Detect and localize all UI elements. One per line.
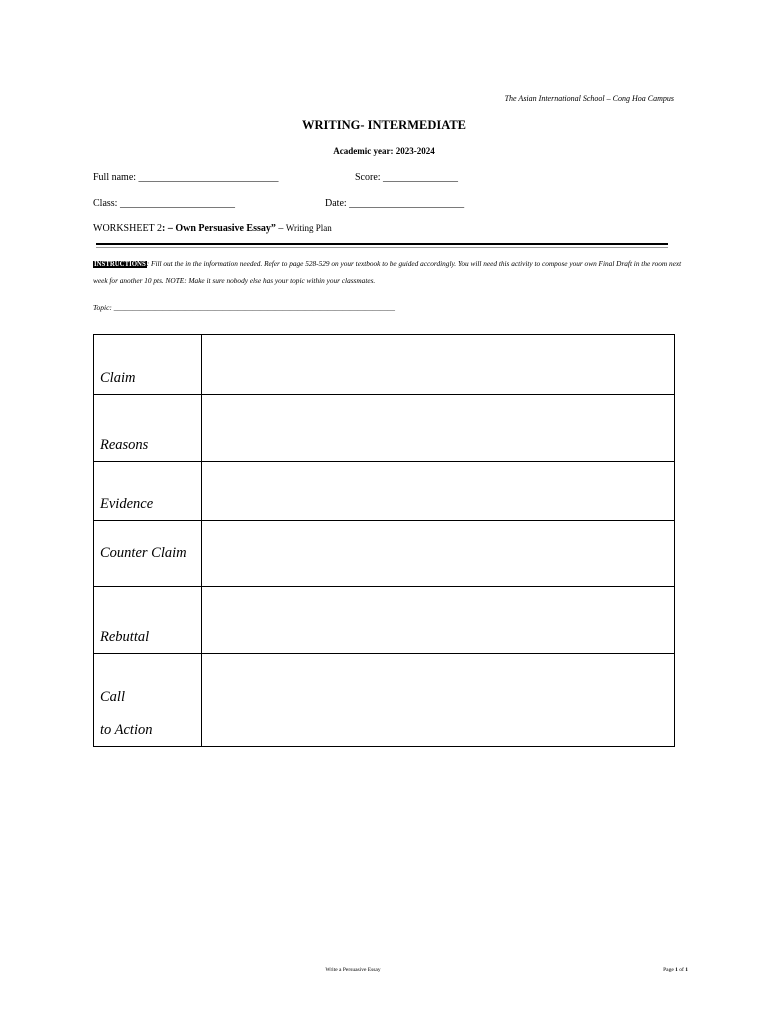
row-label-reasons: Reasons: [94, 395, 202, 462]
row-label-counter-claim: Counter Claim: [94, 521, 202, 587]
row-label-claim: Claim: [94, 335, 202, 395]
instructions-text: : Fill out the in the information needed. Refer to page 528-529 on your textbook to be guided accordingly. You will need this activity to compose your own Final Draft in the room next week for another 10 pts. NOTE: Make it sure nobody else has your topic within your classmates.: [93, 259, 682, 285]
worksheet-number: WORKSHEET 2: [93, 223, 162, 234]
call-label-line2: to Action: [100, 722, 153, 738]
page-current: 1: [675, 967, 678, 973]
class-field: Class: _______________________: [93, 198, 235, 209]
table-row: [94, 335, 675, 395]
row-label-call-to-action: [94, 654, 202, 747]
table-row: [94, 654, 675, 747]
instructions-tag: INSTRUCTIONS: [94, 261, 146, 268]
divider-thin: [96, 247, 668, 248]
table-row: [94, 587, 675, 654]
writing-plan-table: [93, 334, 675, 747]
page-prefix: Page: [663, 967, 676, 973]
row-entry-claim[interactable]: [202, 335, 675, 395]
table-row: [94, 395, 675, 462]
worksheet-colon: :: [161, 223, 166, 234]
divider-thick: [96, 243, 668, 245]
page-of: of: [677, 967, 686, 973]
row-label-rebuttal: Rebuttal: [94, 587, 202, 654]
academic-year: Academic year: 2023-2024: [333, 146, 435, 156]
school-name: The Asian International School – Cong Hoa Campus: [504, 94, 674, 103]
table-row: [94, 521, 675, 587]
worksheet-heading: [93, 223, 332, 234]
full-name-field: Full name: ____________________________: [93, 172, 279, 183]
row-entry-evidence[interactable]: [202, 462, 675, 521]
topic-field: Topic: ___________________________________________________________________________: [93, 303, 396, 312]
row-label-evidence: Evidence: [94, 462, 202, 521]
page-title: WRITING- INTERMEDIATE: [301, 118, 467, 132]
call-label-line1: Call: [100, 689, 125, 705]
footer-page-number: [663, 967, 688, 973]
table-row: [94, 462, 675, 521]
score-field: Score: _______________: [355, 172, 459, 183]
row-entry-counter-claim[interactable]: [202, 521, 675, 587]
date-field: Date: _______________________: [325, 198, 465, 209]
worksheet-dash: –: [275, 223, 286, 234]
row-entry-rebuttal[interactable]: [202, 587, 675, 654]
row-entry-call-to-action[interactable]: [202, 654, 675, 747]
worksheet-title: – Own Persuasive Essay”: [165, 223, 276, 234]
instructions: [93, 256, 683, 289]
row-entry-reasons[interactable]: [202, 395, 675, 462]
page-total: 1: [685, 967, 688, 973]
footer-doc-title: Write a Persuasive Essay: [325, 967, 381, 973]
worksheet-subtitle: Writing Plan: [285, 223, 332, 233]
